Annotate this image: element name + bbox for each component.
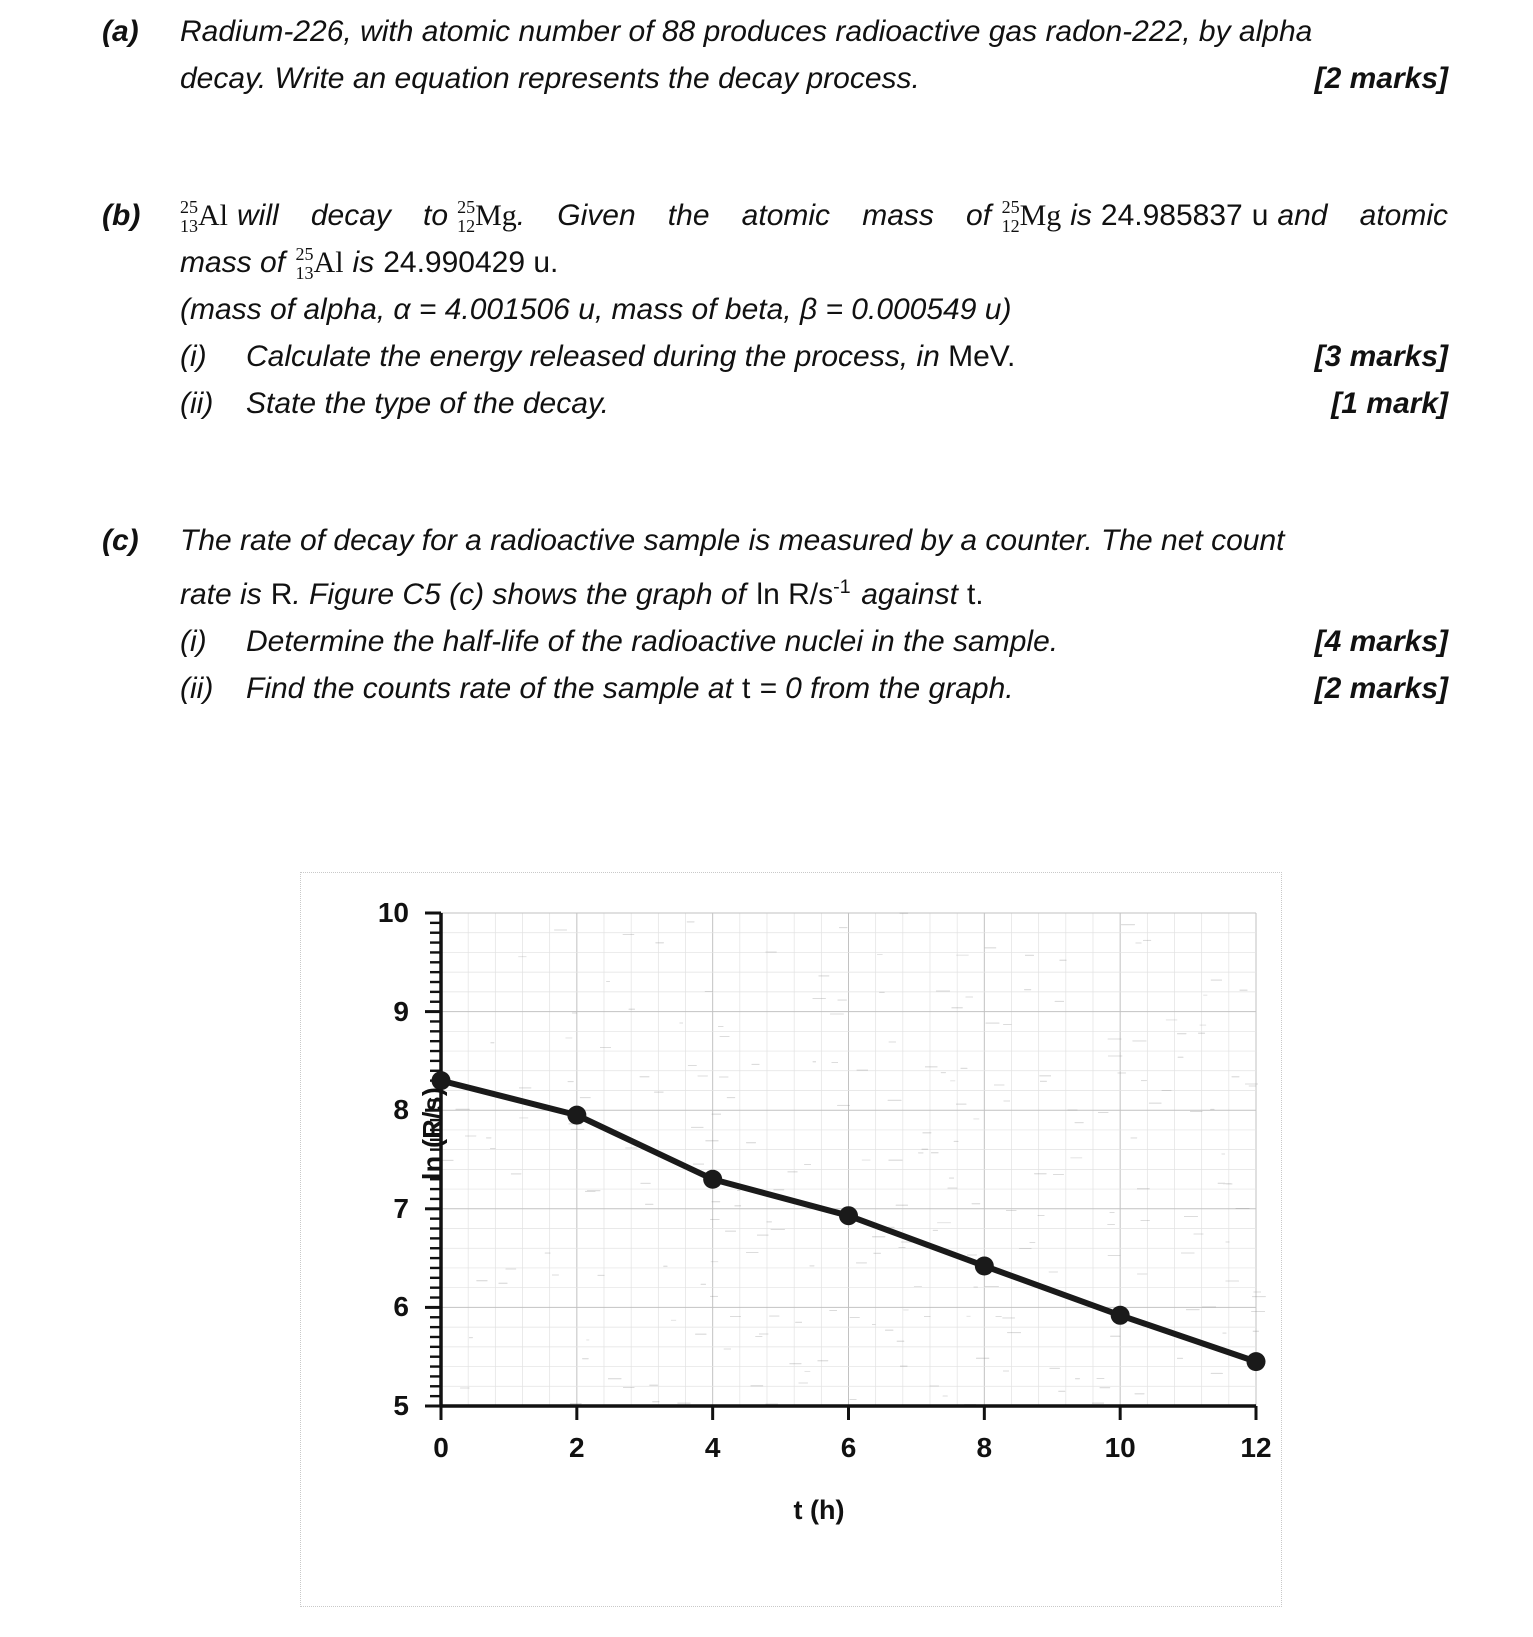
part-c-item-i-text: Determine the half-life of the radioactive nuclei in the sample.	[246, 625, 1059, 658]
part-b-item-ii-marks: [1 mark]	[1331, 387, 1448, 420]
chart-x-tick-0: 0	[433, 1432, 449, 1463]
part-c-item-i-index: (i)	[180, 625, 207, 658]
nuclide-magnesium-25-b	[1002, 192, 1062, 239]
part-b-item-i-text	[246, 333, 1315, 380]
part-b-item-i-text-italic: Calculate the energy released during the process, in	[246, 340, 940, 373]
part-c-line2-end: .	[975, 578, 984, 611]
part-b-text-2: . Given the atomic mass of	[516, 199, 992, 232]
al-atomic-mass-value: 24.990429 u.	[383, 246, 559, 279]
part-c-item-ii-text	[246, 665, 1315, 712]
nuclide-aluminium-25-b	[296, 239, 344, 286]
question-part-a	[88, 8, 1448, 102]
part-a-label: (a)	[102, 15, 139, 48]
chart-x-axis-label	[301, 1495, 1281, 1526]
part-b-item-i-index: (i)	[180, 340, 207, 373]
part-c-item-ii-text-b: = 0 from the graph.	[759, 672, 1014, 705]
al-symbol: Al	[198, 199, 228, 232]
chart-x-tick-8: 8	[976, 1432, 993, 1463]
part-c-item-ii-text-a: Find the counts rate of the sample at	[246, 672, 733, 705]
part-c-line2-b: . Figure C5 (c) shows the graph of	[292, 578, 746, 611]
part-c-label: (c)	[102, 524, 139, 557]
al2-mass-number: 25	[295, 244, 314, 265]
chart-x-tick-10: 10	[1104, 1432, 1136, 1463]
part-c-line2	[180, 564, 1448, 618]
part-a-line1: Radium-226, with atomic number of 88 produces radioactive gas radon-222, by alpha	[180, 15, 1313, 48]
part-b-text-6: mass of	[180, 246, 286, 279]
mg2-mass-number: 25	[1001, 197, 1020, 218]
part-a-body	[180, 8, 1448, 102]
chart-y-tick-8: 8	[393, 1094, 409, 1126]
figure-c5-c	[300, 872, 1282, 1607]
chart-y-tick-6: 6	[393, 1291, 409, 1323]
part-c-item-i-marks: [4 marks]	[1314, 625, 1448, 658]
part-b-item-i-marks: [3 marks]	[1314, 340, 1448, 373]
part-b-text-3: is	[1070, 199, 1092, 232]
chart-y-tick-9: 9	[393, 995, 409, 1027]
part-c-item-ii-index: (ii)	[180, 672, 214, 705]
part-c-symbol-R: R	[270, 578, 293, 611]
question-part-b	[88, 192, 1448, 427]
nuclide-magnesium-25	[457, 192, 517, 239]
chart-y-axis-label: ln (R/s)	[417, 1086, 448, 1181]
question-part-c	[88, 517, 1448, 712]
mg-mass-unit: u	[1251, 199, 1269, 232]
mg2-atomic-number: 12	[1001, 215, 1020, 236]
part-a-line2-row	[180, 55, 1448, 102]
part-c-line2-a: rate is	[180, 578, 262, 611]
part-b-text-1: will decay to	[237, 199, 449, 232]
part-c-axis-exponent: -1	[833, 576, 851, 598]
chart-y-tick-7: 7	[393, 1192, 409, 1224]
part-c-line1: The rate of decay for a radioactive sample is measured by a counter. The net count	[180, 524, 1285, 557]
mg-atomic-mass-value: 24.985837	[1100, 199, 1243, 232]
part-c-body	[180, 517, 1448, 712]
al2-symbol: Al	[313, 246, 344, 279]
chart-x-tick-2: 2	[569, 1432, 585, 1463]
part-c-symbol-t: t	[966, 578, 976, 611]
part-b-label: (b)	[102, 199, 141, 232]
chart-y-tick-10: 10	[377, 897, 409, 928]
mg-atomic-number: 12	[457, 215, 476, 236]
part-c-item-ii-marks: [2 marks]	[1314, 672, 1448, 705]
nuclide-aluminium-25	[180, 192, 228, 239]
mg-mass-number: 25	[457, 197, 476, 218]
mg2-symbol: Mg	[1019, 199, 1062, 232]
part-b-item-i-text-upright: MeV.	[948, 340, 1016, 373]
part-c-line2-c: against	[861, 578, 958, 611]
chart-y-tick-5: 5	[393, 1390, 409, 1421]
part-c-item-ii-symbol-t: t	[741, 672, 751, 705]
chart-x-tick-12: 12	[1240, 1432, 1272, 1463]
part-b-item-ii	[180, 380, 1448, 427]
part-c-axis-expression: ln R/s	[756, 578, 834, 611]
part-b-body	[180, 192, 1448, 427]
part-a-line2: decay. Write an equation represents the decay process.	[180, 62, 920, 95]
al2-atomic-number: 13	[295, 262, 314, 283]
part-b-line1	[180, 192, 1448, 239]
al-mass-number: 25	[180, 197, 198, 218]
part-b-line2	[180, 239, 1448, 286]
mg-symbol: Mg	[475, 199, 517, 232]
part-b-text-5: and atomic	[1277, 199, 1449, 232]
part-b-item-ii-index: (ii)	[180, 387, 214, 420]
part-b-item-i	[180, 333, 1448, 380]
al-atomic-number: 13	[180, 215, 198, 236]
chart-x-tick-6: 6	[840, 1432, 857, 1463]
part-a-marks: [2 marks]	[1314, 62, 1448, 95]
chart-x-axis-label-text: t (h)	[793, 1495, 845, 1525]
chart-x-tick-4: 4	[704, 1432, 721, 1463]
part-c-item-ii	[180, 665, 1448, 712]
part-b-item-ii-text: State the type of the decay.	[246, 387, 610, 420]
part-b-masses-line: (mass of alpha, α = 4.001506 u, mass of beta, β = 0.000549 u)	[180, 293, 1012, 326]
part-b-text-7: is	[352, 246, 375, 279]
part-c-item-i	[180, 618, 1448, 665]
